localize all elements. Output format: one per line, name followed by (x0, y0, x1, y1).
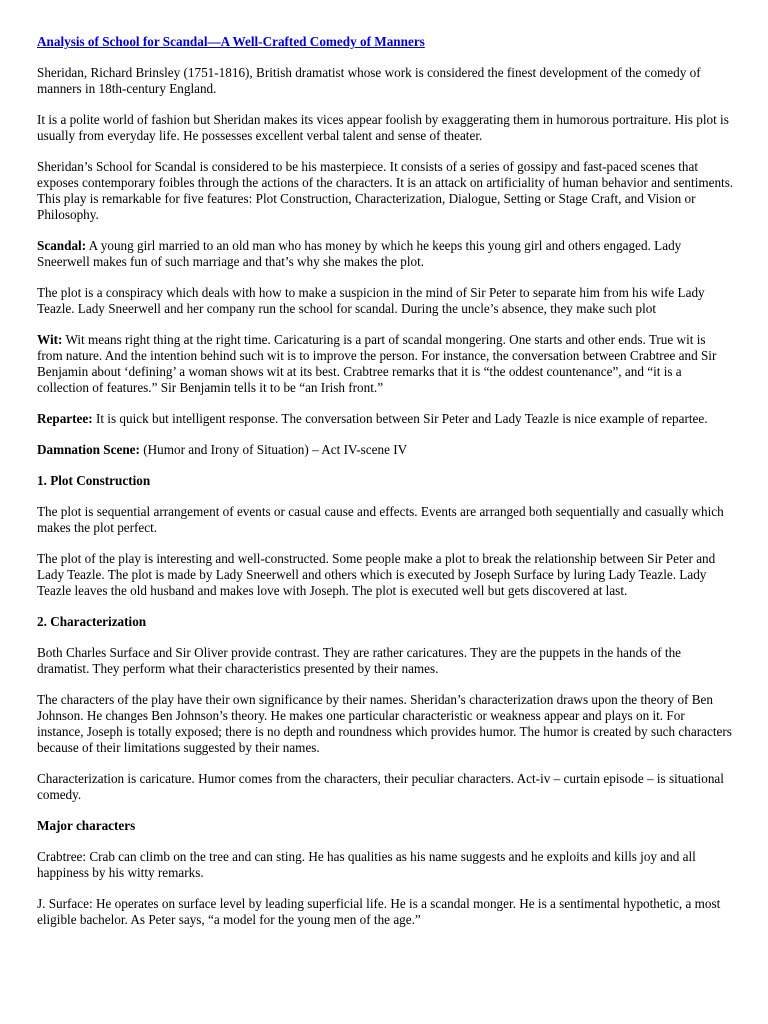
paragraph-scandal (37, 238, 734, 270)
paragraph-damnation-scene (37, 442, 734, 458)
paragraph-contrast: Both Charles Surface and Sir Oliver provide contrast. They are rather caricatures. They are the puppets in the hands of the dramatist. They perform what their characteristics presented by their names. (37, 645, 682, 676)
scandal-text: A young girl married to an old man who has money by which he keeps this young girl and others engaged. Lady Sneerwell makes fun of such marriage and that’s why she makes the plot. (37, 238, 682, 269)
paragraph-masterpiece: Sheridan’s School for Scandal is considered to be his masterpiece. It consists of a series of gossipy and fast-paced scenes that exposes contemporary foibles through the actions of the characters. It is an attack on artificiality of human behavior and sentiments. This play is remarkable for five features: Plot Construction, Characterization, Dialogue, Setting or Stage Craft, and Vision or Philosophy. (37, 159, 734, 222)
paragraph-joseph-surface: J. Surface: He operates on surface level by leading superficial life. He is a scandal monger. He is a sentimental hypothetic, a most eligible bachelor. As Peter says, “a model for the young men of the age.” (37, 896, 721, 927)
paragraph-conspiracy: The plot is a conspiracy which deals with how to make a suspicion in the mind of Sir Peter to separate him from his wife Lady Teazle. Lady Sneerwell and her company run the school for scandal. During the uncle’s absence, they make such plot (37, 285, 705, 316)
paragraph-wit (37, 332, 734, 396)
paragraph-significance-names: The characters of the play have their own significance by their names. Sheridan’s characterization draws upon the theory of Ben Johnson. He changes Ben Johnson’s theory. He makes one particular characteristic or weakness appear and plays on it. For instance, Joseph is totally exposed; there is no depth and roundness which provides humor. The humor is created by such characters because of their limitations suggested by their names. (37, 692, 732, 755)
paragraph-intro: Sheridan, Richard Brinsley (1751-1816), British dramatist whose work is considered the finest development of the comedy of manners in 18th-century England. (37, 65, 701, 96)
paragraph-crabtree: Crabtree: Crab can climb on the tree and can sting. He has qualities as his name suggests and he exploits and kills joy and all happiness by his witty remarks. (37, 849, 696, 880)
heading-plot-construction: 1. Plot Construction (37, 473, 151, 488)
damnation-text: (Humor and Irony of Situation) – Act IV-scene IV (139, 442, 408, 457)
paragraph-repartee (37, 411, 734, 427)
repartee-label: Repartee: (37, 411, 93, 426)
damnation-label: Damnation Scene: (37, 442, 140, 457)
heading-major-characters: Major characters (37, 818, 136, 833)
wit-label: Wit: (37, 332, 63, 347)
repartee-text: It is quick but intelligent response. The conversation between Sir Peter and Lady Teazle is nice example of repartee. (92, 411, 708, 426)
heading-characterization: 2. Characterization (37, 614, 147, 629)
paragraph-plot-sequential: The plot is sequential arrangement of events or casual cause and effects. Events are arranged both sequentially and casually which makes the plot perfect. (37, 504, 724, 535)
scandal-label: Scandal: (37, 238, 87, 253)
paragraph-caricature: Characterization is caricature. Humor comes from the characters, their peculiar characters. Act-iv – curtain episode – is situational comedy. (37, 771, 724, 802)
wit-text: Wit means right thing at the right time. Caricaturing is a part of scandal mongering. One starts and other ends. True wit is from nature. And the intention behind such wit is to improve the person. For instance, the conversation between Crabtree and Sir Benjamin about ‘defining’ a woman shows wit at its best. Crabtree remarks that it is “the oddest countenance”, and “it is a collection of features.” Sir Benjamin tells it to be “an Irish front.” (37, 332, 717, 395)
document-title-link[interactable]: Analysis of School for Scandal—A Well-Crafted Comedy of Manners (37, 34, 425, 49)
paragraph-plot-well-constructed: The plot of the play is interesting and well-constructed. Some people make a plot to break the relationship between Sir Peter and Lady Teazle. The plot is made by Lady Sneerwell and others which is executed by Joseph Surface by luring Lady Teazle. Lady Teazle leaves the old husband and makes love with Joseph. The plot is executed well but gets discovered at last. (37, 551, 716, 598)
paragraph-polite-world: It is a polite world of fashion but Sheridan makes its vices appear foolish by exaggerating them in humorous portraiture. His plot is usually from everyday life. He possesses excellent verbal talent and sense of theater. (37, 112, 729, 143)
